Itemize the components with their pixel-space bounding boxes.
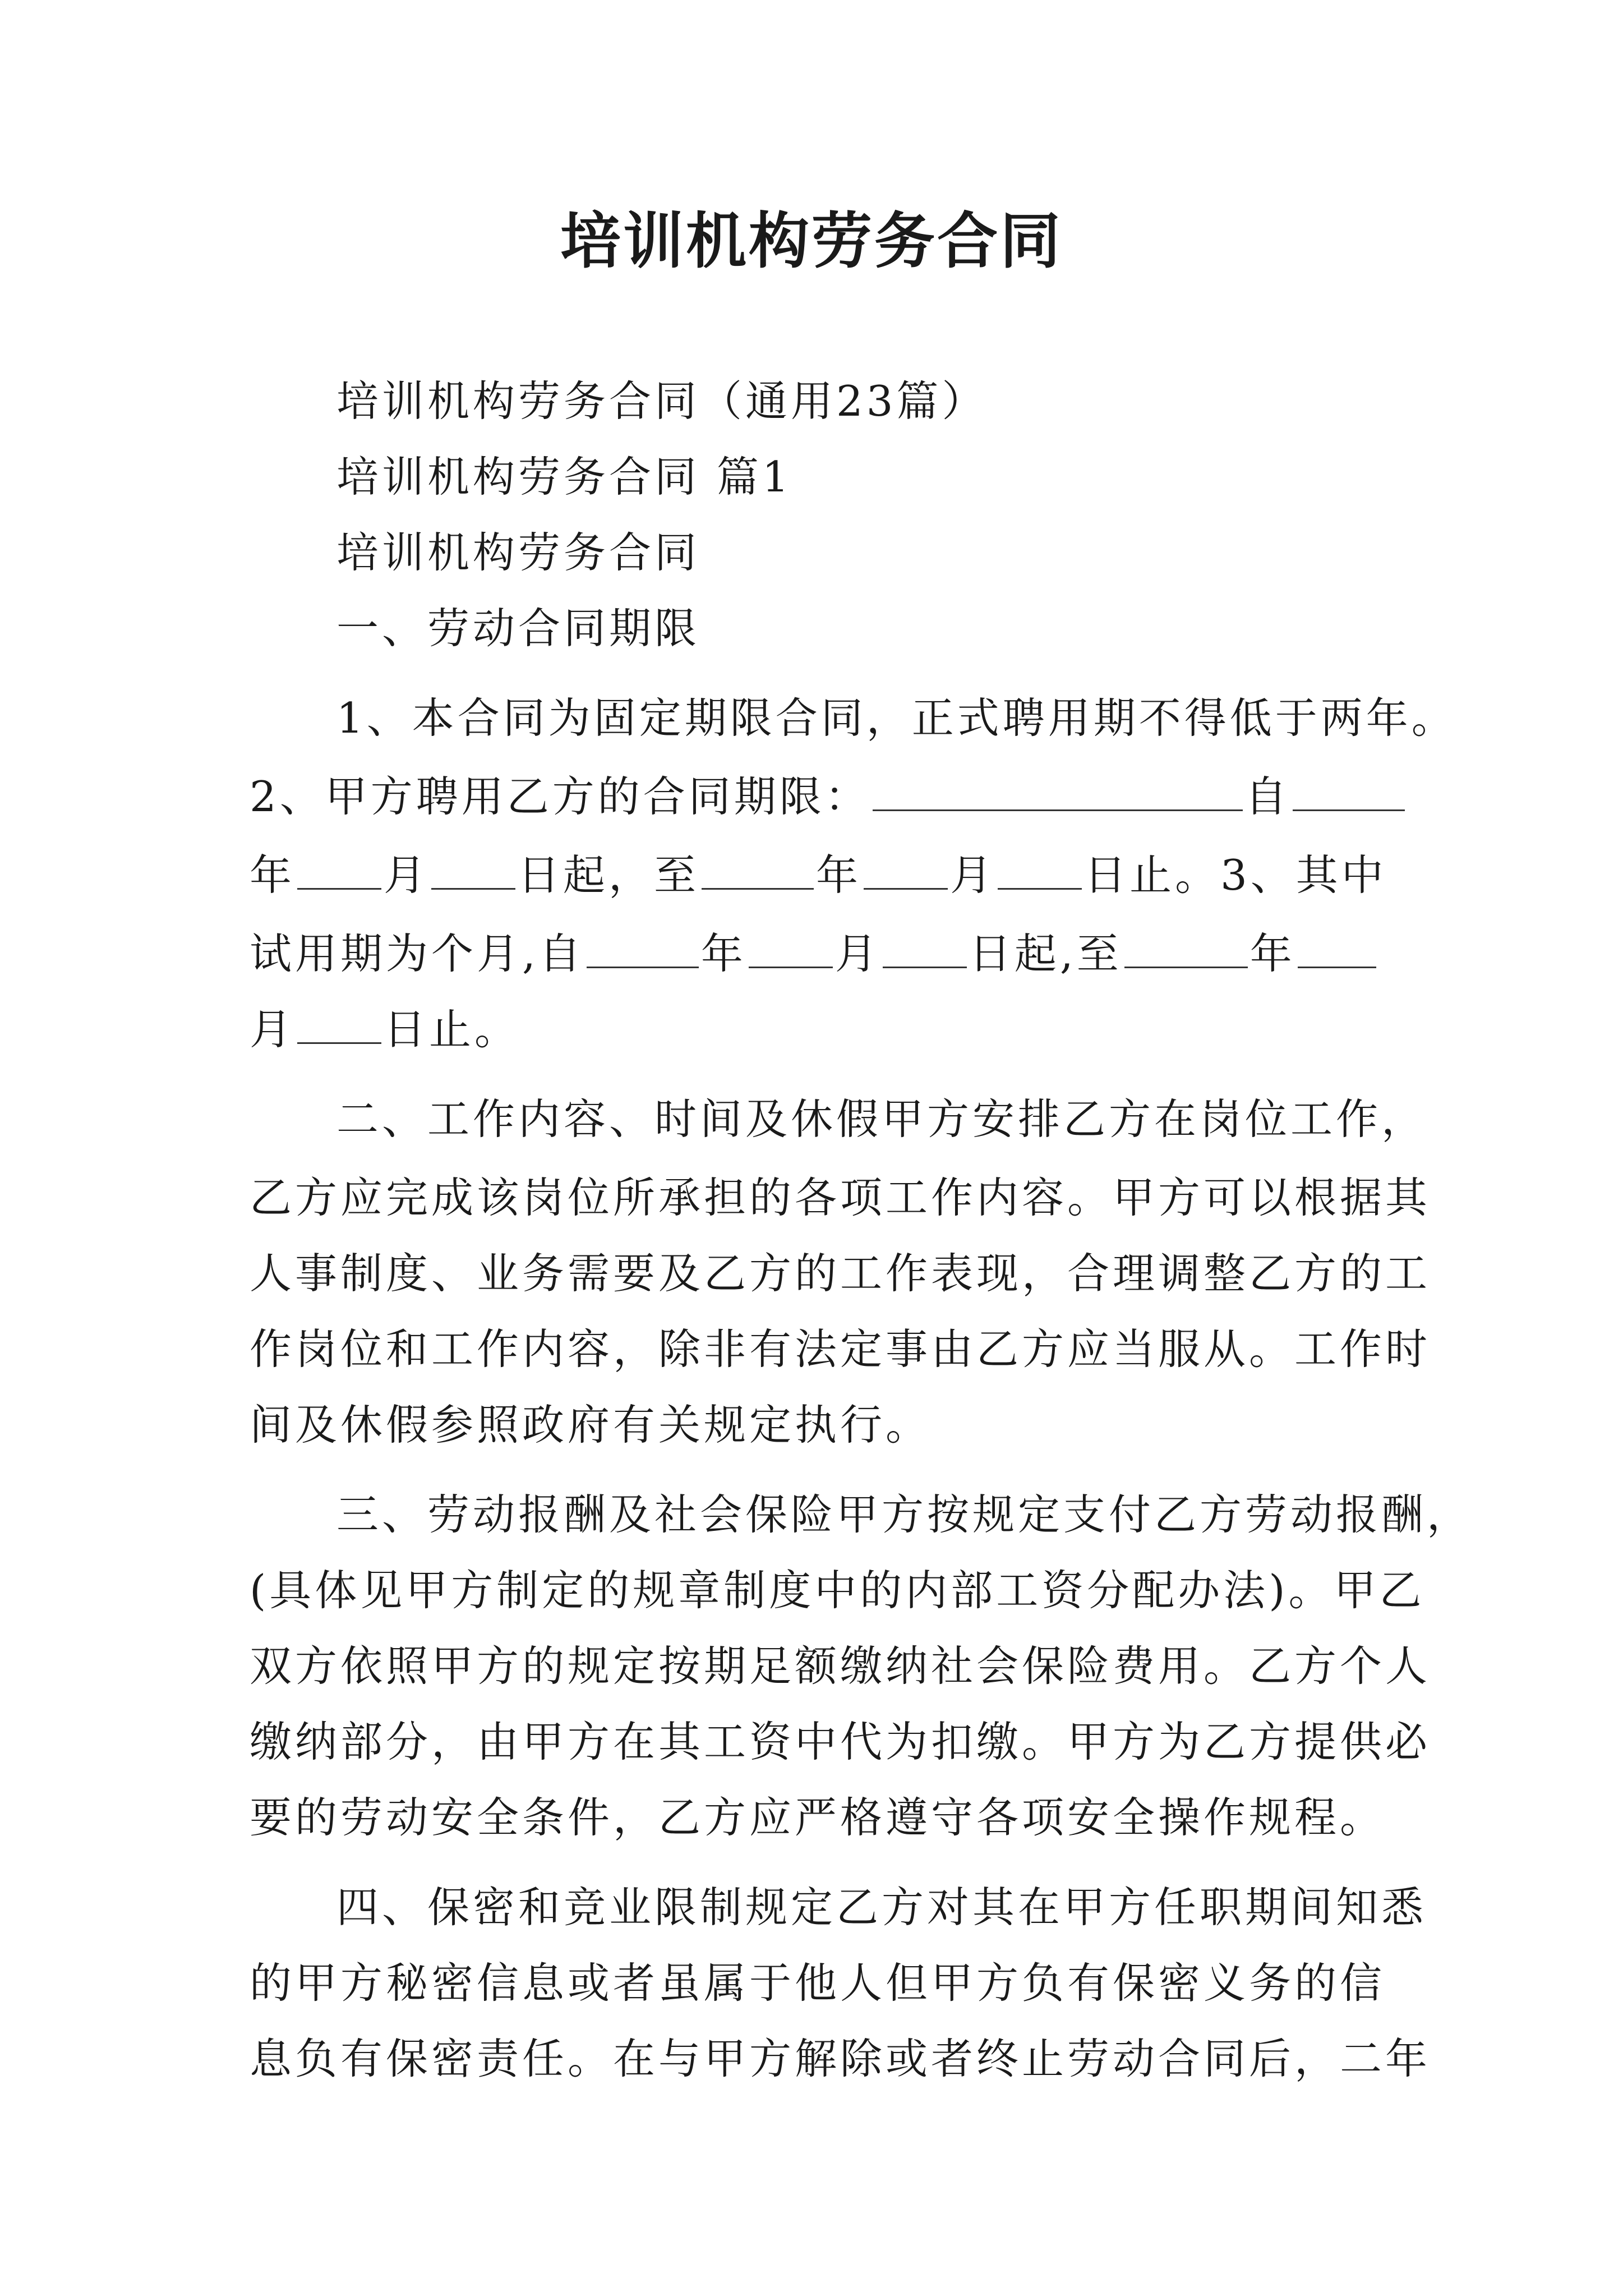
section3-line: 双方依照甲方的规定按期足额缴纳社会保险费用。乙方个人: [250, 1641, 1431, 1691]
blank-field[interactable]: [998, 849, 1082, 890]
probation-prefix: 试用期为个月,自: [250, 929, 584, 978]
clause-2-from: 自: [1244, 772, 1290, 821]
section2-line: 二、工作内容、时间及休假甲方安排乙方在岗位工作，: [336, 1094, 1427, 1144]
document-subtitle: 培训机构劳务合同（通用23篇）: [336, 376, 988, 426]
blank-field[interactable]: [297, 1003, 381, 1044]
month-label: 月: [950, 850, 996, 900]
clause-2-line-4: [250, 1001, 520, 1057]
day-start-label: 日起，至: [518, 850, 700, 900]
section2-line: 作岗位和工作内容，除非有法定事由乙方应当服从。工作时: [250, 1324, 1431, 1374]
part-heading: 培训机构劳务合同 篇1: [336, 452, 792, 501]
clause-2-line-1: [250, 769, 1407, 825]
month-label: 月: [250, 1005, 296, 1054]
month-label: 月: [384, 850, 430, 900]
year-label: 年: [1249, 929, 1295, 978]
section4-line: 四、保密和竞业限制规定乙方对其在甲方任职期间知悉: [336, 1883, 1427, 1932]
year-label: 年: [816, 850, 862, 900]
blank-field[interactable]: [864, 849, 948, 890]
section4-line: 息负有保密责任。在与甲方解除或者终止劳动合同后，二年: [250, 2034, 1431, 2083]
section2-line: 人事制度、业务需要及乙方的工作表现，合理调整乙方的工: [250, 1249, 1431, 1298]
year-label: 年: [700, 929, 746, 978]
year-label: 年: [250, 850, 296, 900]
blank-field[interactable]: [1124, 927, 1248, 968]
document-title: 培训机构劳务合同: [560, 206, 1063, 277]
probation-end-label: 日止。: [384, 1005, 520, 1054]
section2-line: 间及休假参照政府有关规定执行。: [250, 1400, 932, 1450]
clause-2-line-3: [250, 926, 1378, 982]
section3-line: 缴纳部分，由甲方在其工资中代为扣缴。甲方为乙方提供必: [250, 1717, 1431, 1766]
blank-field[interactable]: [883, 927, 967, 968]
blank-field[interactable]: [873, 770, 1243, 811]
clause-1: 1、本合同为固定期限合同，正式聘用期不得低于两年。: [336, 693, 1457, 743]
section3-line: (具体见甲方制定的规章制度中的内部工资分配办法)。甲乙: [250, 1566, 1425, 1615]
blank-field[interactable]: [297, 849, 381, 890]
clause-2-line-2: [250, 847, 1387, 903]
blank-field[interactable]: [587, 927, 699, 968]
blank-field[interactable]: [702, 849, 814, 890]
section2-line: 乙方应完成该岗位所承担的各项工作内容。甲方可以根据其: [250, 1173, 1431, 1222]
section3-line: 要的劳动安全条件，乙方应严格遵守各项安全操作规程。: [250, 1793, 1386, 1842]
probation-start-label: 日起,至: [969, 929, 1122, 978]
blank-field[interactable]: [749, 927, 833, 968]
section3-line: 三、劳动报酬及社会保险甲方按规定支付乙方劳动报酬，: [336, 1490, 1473, 1539]
clause-2-prefix: 2、甲方聘用乙方的合同期限：: [250, 772, 870, 821]
blank-field[interactable]: [431, 849, 515, 890]
blank-field[interactable]: [1293, 770, 1405, 811]
month-label: 月: [834, 929, 880, 978]
section4-line: 的甲方秘密信息或者虽属于他人但甲方负有保密义务的信: [250, 1958, 1386, 2008]
section1-heading: 一、劳动合同期限: [336, 604, 700, 653]
blank-field[interactable]: [1298, 927, 1376, 968]
day-end-label: 日止。3、其中: [1084, 850, 1387, 900]
contract-name: 培训机构劳务合同: [336, 528, 700, 577]
